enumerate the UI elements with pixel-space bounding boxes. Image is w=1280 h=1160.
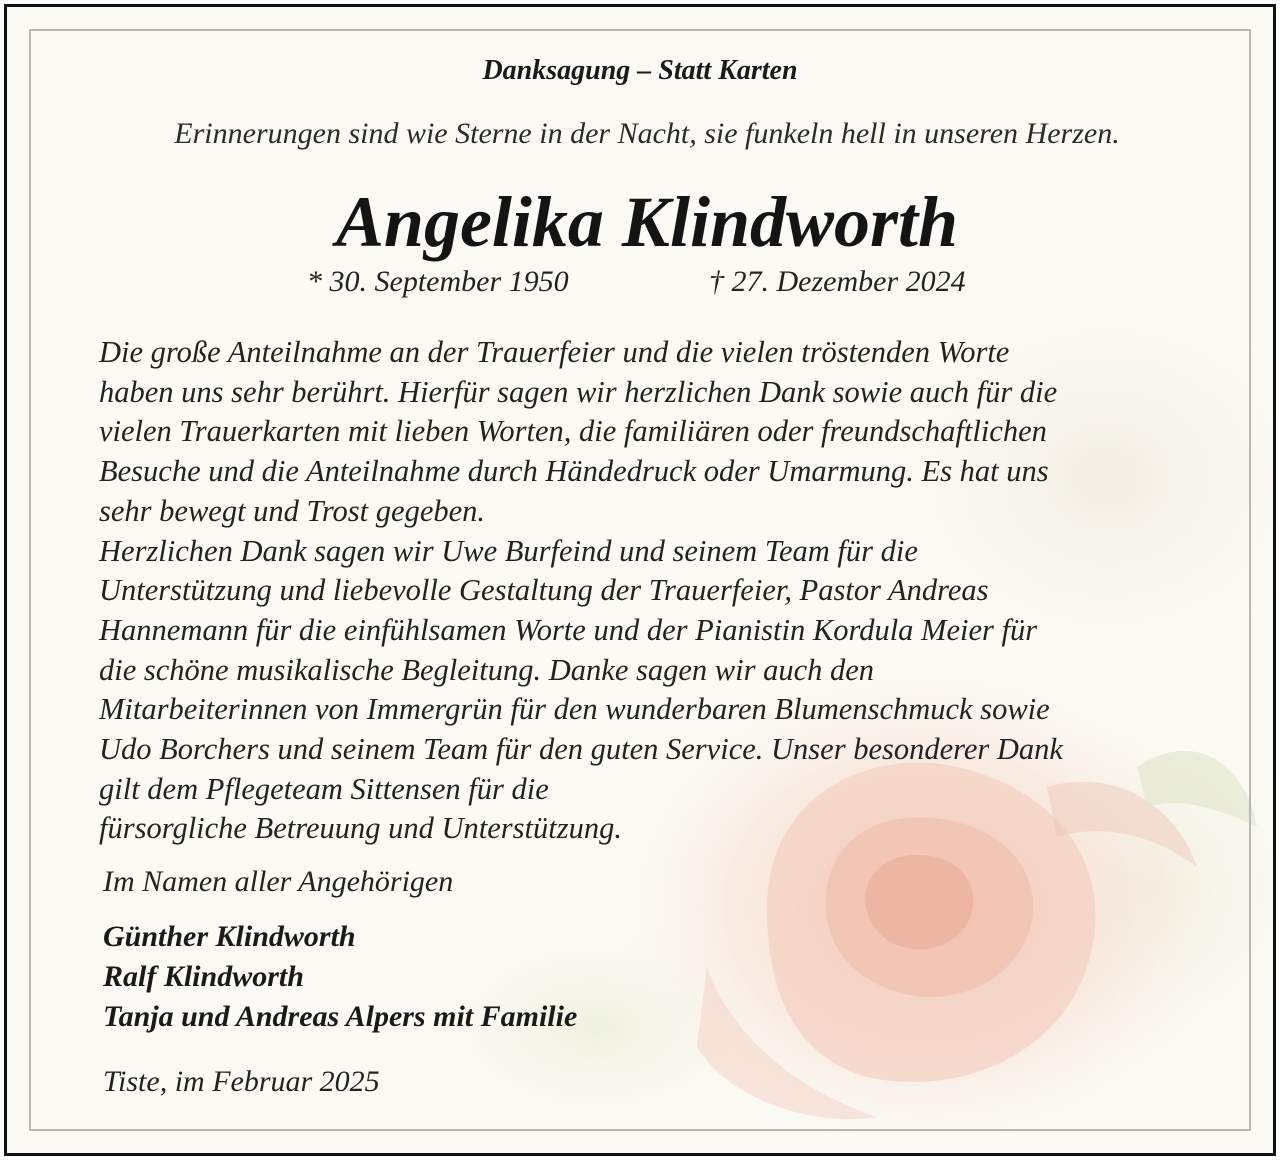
signers-list xyxy=(103,917,577,1037)
closing-phrase: Im Namen aller Angehörigen xyxy=(103,865,454,898)
text-line: Udo Borchers und seinem Team für den guten Service. Unser besonderer Dank xyxy=(99,732,1063,767)
text-line: Mitarbeiterinnen von Immergrün für den wunderbaren Blumenschmuck sowie xyxy=(99,692,1050,727)
signer-name: Ralf Klindworth xyxy=(103,960,304,993)
text-line: Die große Anteilnahme an der Trauerfeier und die vielen tröstenden Worte xyxy=(99,335,1010,369)
birth-date: * 30. September 1950 xyxy=(307,265,569,298)
text-line: Hannemann für die einfühlsamen Worte und der Pianistin Kordula Meier für xyxy=(99,612,1038,647)
obituary-card xyxy=(4,4,1276,1156)
text-line: Unterstützung und liebevolle Gestaltung der Trauerfeier, Pastor Andreas xyxy=(99,573,989,608)
signer-name: Tanja und Andreas Alpers mit Familie xyxy=(103,1000,578,1033)
notice-motto: Erinnerungen sind wie Sterne in der Nacht, sie funkeln hell in unseren Herzen. xyxy=(174,117,1120,150)
text-line: die schöne musikalische Begleitung. Danke sagen wir auch den xyxy=(99,652,875,687)
text-line: fürsorgliche Betreuung und Unterstützung. xyxy=(99,811,622,846)
death-date: † 27. Dezember 2024 xyxy=(709,265,966,298)
text-line: gilt dem Pflegeteam Sittensen für die xyxy=(99,771,549,806)
text-line: Besuche und die Anteilnahme durch Händedruck oder Umarmung. Es hat uns xyxy=(99,454,1049,489)
text-line: vielen Trauerkarten mit lieben Worten, die familiären oder freundschaftlichen xyxy=(99,414,1047,449)
notice-heading: Danksagung – Statt Karten xyxy=(482,55,798,86)
obituary-content xyxy=(7,7,1273,1153)
text-line: haben uns sehr berührt. Hierfür sagen wir herzlichen Dank sowie auch für die xyxy=(99,374,1058,409)
deceased-name: Angelika Klindworth xyxy=(335,182,959,262)
place-and-date: Tiste, im Februar 2025 xyxy=(103,1065,380,1098)
text-line: sehr bewegt und Trost gegeben. xyxy=(99,493,486,528)
thank-you-text xyxy=(99,333,1199,849)
text-line: Herzlichen Dank sagen wir Uwe Burfeind und seinem Team für die xyxy=(99,533,918,568)
signer-name: Günther Klindworth xyxy=(103,920,356,953)
